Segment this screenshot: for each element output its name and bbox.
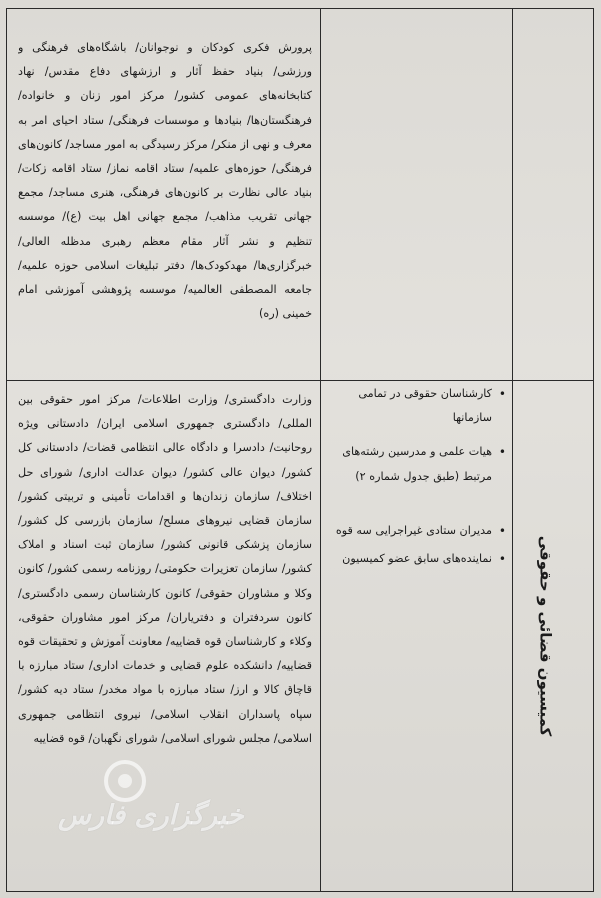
expert-item bbox=[330, 382, 506, 430]
bullet-icon: • bbox=[498, 552, 506, 567]
column-divider-2 bbox=[512, 8, 513, 892]
expert-item bbox=[330, 519, 506, 543]
expert-label: کارشناسان حقوقی در تمامی سازمانها bbox=[358, 387, 492, 425]
bullet-icon: • bbox=[498, 387, 506, 401]
row1-members-text: پرورش فکری کودکان و نوجوانان/ باشگاه‌های فرهنگی و ورزشی/ بنیاد حفظ آثار و ارزشهای دفاع مقدس/ نهاد کتابخانه‌های عمومی کشور/ مرکز امور زنان و خانواده/ فرهنگستان‌ها/ بنیادها و موسسات فرهنگی/ ستاد احیای امر به معرف و نهی از منکر/ مرکز رسیدگی به امور مساجد/ کانون‌های فرهنگی/ حوزه‌های علمیه/ ستاد اقامه نماز/ ستاد اقامه زکات/ بنیاد عالی نظارت بر کانون‌های فرهنگی، هنری مساجد/ مجمع جهانی تقریب مذاهب/ مجمع جهانی اهل بیت (ع)/ موسسه تنظیم و نشر آثار مقام معظم رهبری مدظله العالی/ خبرگزاری‌ها/ مهدکودک‌ها/ دفتر تبلیغات اسلامی حوزه علمیه/ جامعه المصطفی العالمیه/ موسسه پژوهشی آموزشی امام خمینی (ره) bbox=[18, 41, 312, 321]
bullet-icon: • bbox=[498, 445, 506, 460]
expert-label: هیات علمی و مدرسین رشته‌های مرتبط (طبق جدول شماره ۲) bbox=[342, 445, 492, 483]
row-divider bbox=[6, 380, 594, 381]
expert-label: مدیران ستادی غیراجرایی سه قوه bbox=[335, 523, 492, 537]
bullet-icon: • bbox=[498, 523, 506, 538]
watermark: خبرگزاری فارس bbox=[58, 800, 244, 831]
row2-experts-list bbox=[330, 382, 506, 571]
commission-name-text: کمیسیون قضائی و حقوقی bbox=[536, 535, 555, 737]
column-divider-1 bbox=[320, 8, 321, 892]
row2-members-text: وزارت دادگستری/ وزارت اطلاعات/ مرکز امور حقوقی بین المللی/ دادگستری جمهوری اسلامی ایران/ دادستانی ویژه روحانیت/ دادسرا و دادگاه عالی انتظامی قضات/ دادستانی کل کشور/ دیوان عالی کشور/ دیوان عدالت اداری/ شورای حل اختلاف/ سازمان زندان‌ها و اقدامات تأمینی و تربیتی کشور/ سازمان قضایی نیروهای مسلح/ سازمان بازرسی کل کشور/ سازمان پزشکی قانونی کشور/ سازمان ثبت اسناد و املاک کشور/ سازمان تعزیرات حکومتی/ روزنامه رسمی کشور/ کانون وکلا و مشاوران حقوقی/ کانون کارشناسان رسمی دادگستری/ کانون سردفتران و دفتریاران/ مرکز امور مشاوران حقوقی، وکلاء و کارشناسان قوه قضاییه/ معاونت آموزش و تحقیقات قوه قضاییه/ دانشکده علوم قضایی و خدمات اداری/ ستاد مبارزه با قاچاق کالا و ارز/ ستاد مبارزه با مواد مخدر/ ستاد دیه کشور/ سپاه پاسداران انقلاب اسلامی/ نیروی انتظامی جمهوری اسلامی/ مجلس شورای اسلامی/ شورای نگهبان/ قوه قضاییه bbox=[18, 393, 312, 745]
expert-item bbox=[330, 547, 506, 571]
expert-label: نماینده‌های سابق عضو کمیسیون bbox=[342, 552, 492, 566]
expert-item bbox=[330, 440, 506, 488]
commission-name bbox=[500, 535, 590, 737]
watermark-logo-icon bbox=[104, 760, 146, 802]
